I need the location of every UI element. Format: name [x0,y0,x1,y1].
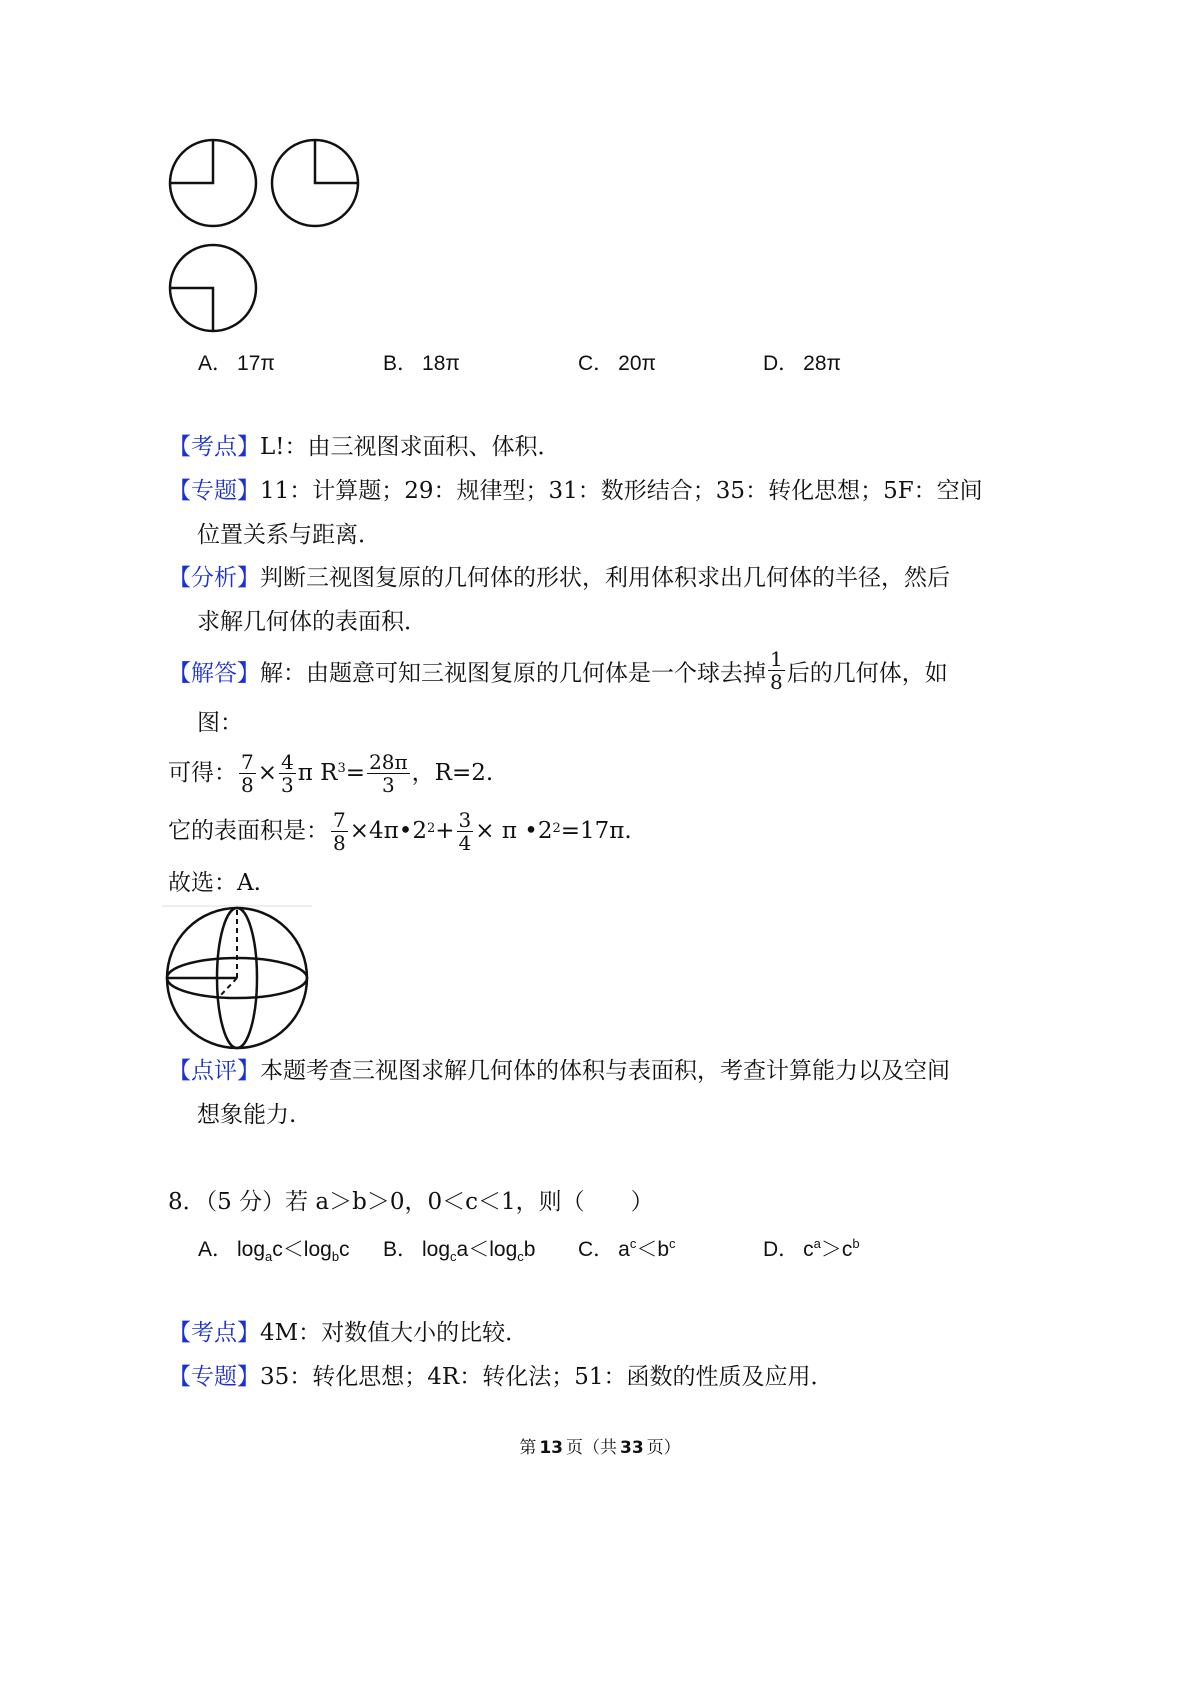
option-b-value: 18π [422,352,460,375]
dianping-tag: 【点评】 [168,1058,260,1084]
kede-line [168,748,493,798]
q8-zhuanti-line [168,1362,833,1392]
fenxi-tag: 【分析】 [168,565,260,591]
q8-option-a [198,1233,350,1264]
q8-a-2: c＜log [272,1238,332,1261]
option-a-value: 17π [237,352,275,375]
option-a-letter: A． [198,352,234,375]
page-footer [0,1433,1200,1458]
kede-mid: π R [297,760,338,786]
kede-f3-den: 3 [381,772,395,797]
option-b [383,347,460,377]
zhuanti-line-2: 位置关系与距离． [197,522,381,548]
kede-exp: 3 [337,761,346,776]
q8-option-d [763,1233,860,1263]
bm-mid-1: ×4π•2 [349,818,427,844]
q8-b-2: a＜log [456,1238,518,1261]
bm-exp-2: 2 [552,821,561,836]
kede-f3-num: 28π [369,749,408,774]
q8-c-p1: c [629,1236,637,1251]
q8-a-letter: A． [198,1238,234,1261]
q8-d-1: c [803,1238,814,1261]
q8-b-1: log [422,1238,451,1261]
kede-f2-num: 4 [281,749,294,774]
q8-d-2: ＞c [820,1238,853,1261]
option-a [198,347,275,377]
q8-d-p2: b [852,1236,860,1251]
bm-tail: =17π. [560,818,632,844]
dianping-line-1 [168,1056,950,1086]
kede-label: 可得： [168,760,237,786]
bm-plus: + [435,818,455,844]
fenxi-text-1: 判断三视图复原的几何体的形状，利用体积求出几何体的半径，然后 [260,565,950,591]
jieda-frac-den: 8 [770,670,783,694]
kede-f1-den: 8 [241,772,254,797]
bm-f2-den: 4 [458,830,472,855]
q8-c-p2: c [669,1236,676,1251]
kede-frac-3 [367,751,410,796]
q8-kaodian-text: 4M：对数值大小的比较． [260,1320,529,1346]
zhuanti-tag: 【专题】 [168,478,260,504]
q8-b-3: b [523,1238,536,1261]
option-c-letter: C． [578,352,615,375]
q8-c-1: a [618,1238,630,1261]
question-8-stem: 8．（5 分）若 a＞b＞0，0＜c＜1，则（ ） [168,1189,654,1215]
kaodian-tag: 【考点】 [168,434,260,460]
kaodian-text: L!：由三视图求面积、体积． [260,434,561,460]
footer-mid: 页（共 [566,1438,617,1458]
jieda-text-pre: 解：由题意可知三视图复原的几何体是一个球去掉 [260,660,766,687]
three-view-side-icon [267,135,363,231]
dianping-text-1: 本题考查三视图求解几何体的体积与表面积，考查计算能力以及空间 [260,1058,950,1084]
guxuan-line: 故选：A. [168,870,261,896]
bm-frac-2 [457,809,474,854]
q8-a-3: c [339,1238,350,1261]
three-view-top-icon [165,240,261,336]
bm-mid-2: × π •2 [475,818,553,844]
q8-option-c [578,1233,676,1263]
q8-b-s2: c [517,1249,524,1265]
footer-post: 页） [646,1438,681,1458]
bm-f1-num: 7 [333,807,346,832]
option-d-value: 28π [803,352,842,375]
option-b-letter: B． [383,352,419,375]
q8-b-letter: B． [383,1238,419,1261]
jieda-line-1 [168,647,948,697]
q8-d-p1: a [813,1236,821,1251]
q8-option-b [383,1233,535,1264]
dianping-line-2: 想象能力. [197,1102,297,1128]
option-d-letter: D． [763,352,800,375]
q8-kaodian-tag: 【考点】 [168,1320,260,1346]
zhuanti-text-1: 11：计算题；29：规律型；31：数形结合；35：转化思想；5F：空间 [260,478,983,504]
kede-f1-num: 7 [241,749,254,774]
kede-eq: = [345,760,366,786]
biaomian-label: 它的表面积是： [168,818,329,844]
kede-times: × [257,760,278,786]
q8-c-letter: C． [578,1238,615,1261]
kede-tail: ，R=2. [411,760,494,786]
q8-kaodian-line [168,1318,528,1348]
jieda-fraction [768,648,785,693]
fenxi-line-2: 求解几何体的表面积． [197,609,427,635]
q8-a-s1: a [265,1249,273,1265]
q8-a-s2: b [331,1249,340,1265]
q8-c-2: ＜b [636,1238,670,1261]
option-c [578,347,656,377]
zhuanti-line-1 [168,476,983,506]
biaomian-line [168,806,632,856]
bm-exp-1: 2 [426,821,436,836]
kaodian-line [168,432,561,462]
q8-b-s1: c [450,1249,457,1265]
footer-pre: 第 [519,1438,537,1458]
sphere-icon [162,904,312,1050]
option-d [763,347,841,377]
jieda-tag: 【解答】 [168,660,260,687]
bm-f1-den: 8 [333,830,346,855]
footer-total-pages: 33 [620,1438,644,1458]
bm-frac-1 [331,809,348,854]
q8-d-letter: D． [763,1238,800,1261]
kede-frac-1 [239,751,256,796]
footer-page-number: 13 [539,1438,563,1458]
jieda-frac-num: 1 [770,647,783,671]
q8-zhuanti-text: 35：转化思想；4R：转化法；51：函数的性质及应用． [260,1364,834,1390]
q8-zhuanti-tag: 【专题】 [168,1364,260,1390]
jieda-line-2: 图： [197,710,243,736]
three-view-front-icon [165,135,261,231]
option-c-value: 20π [618,352,657,375]
kede-f2-den: 3 [281,772,294,797]
fenxi-line-1 [168,563,950,593]
kede-frac-2 [279,751,296,796]
jieda-text-post: 后的几何体，如 [786,660,948,687]
bm-f2-num: 3 [458,807,472,832]
q8-a-1: log [237,1238,266,1261]
